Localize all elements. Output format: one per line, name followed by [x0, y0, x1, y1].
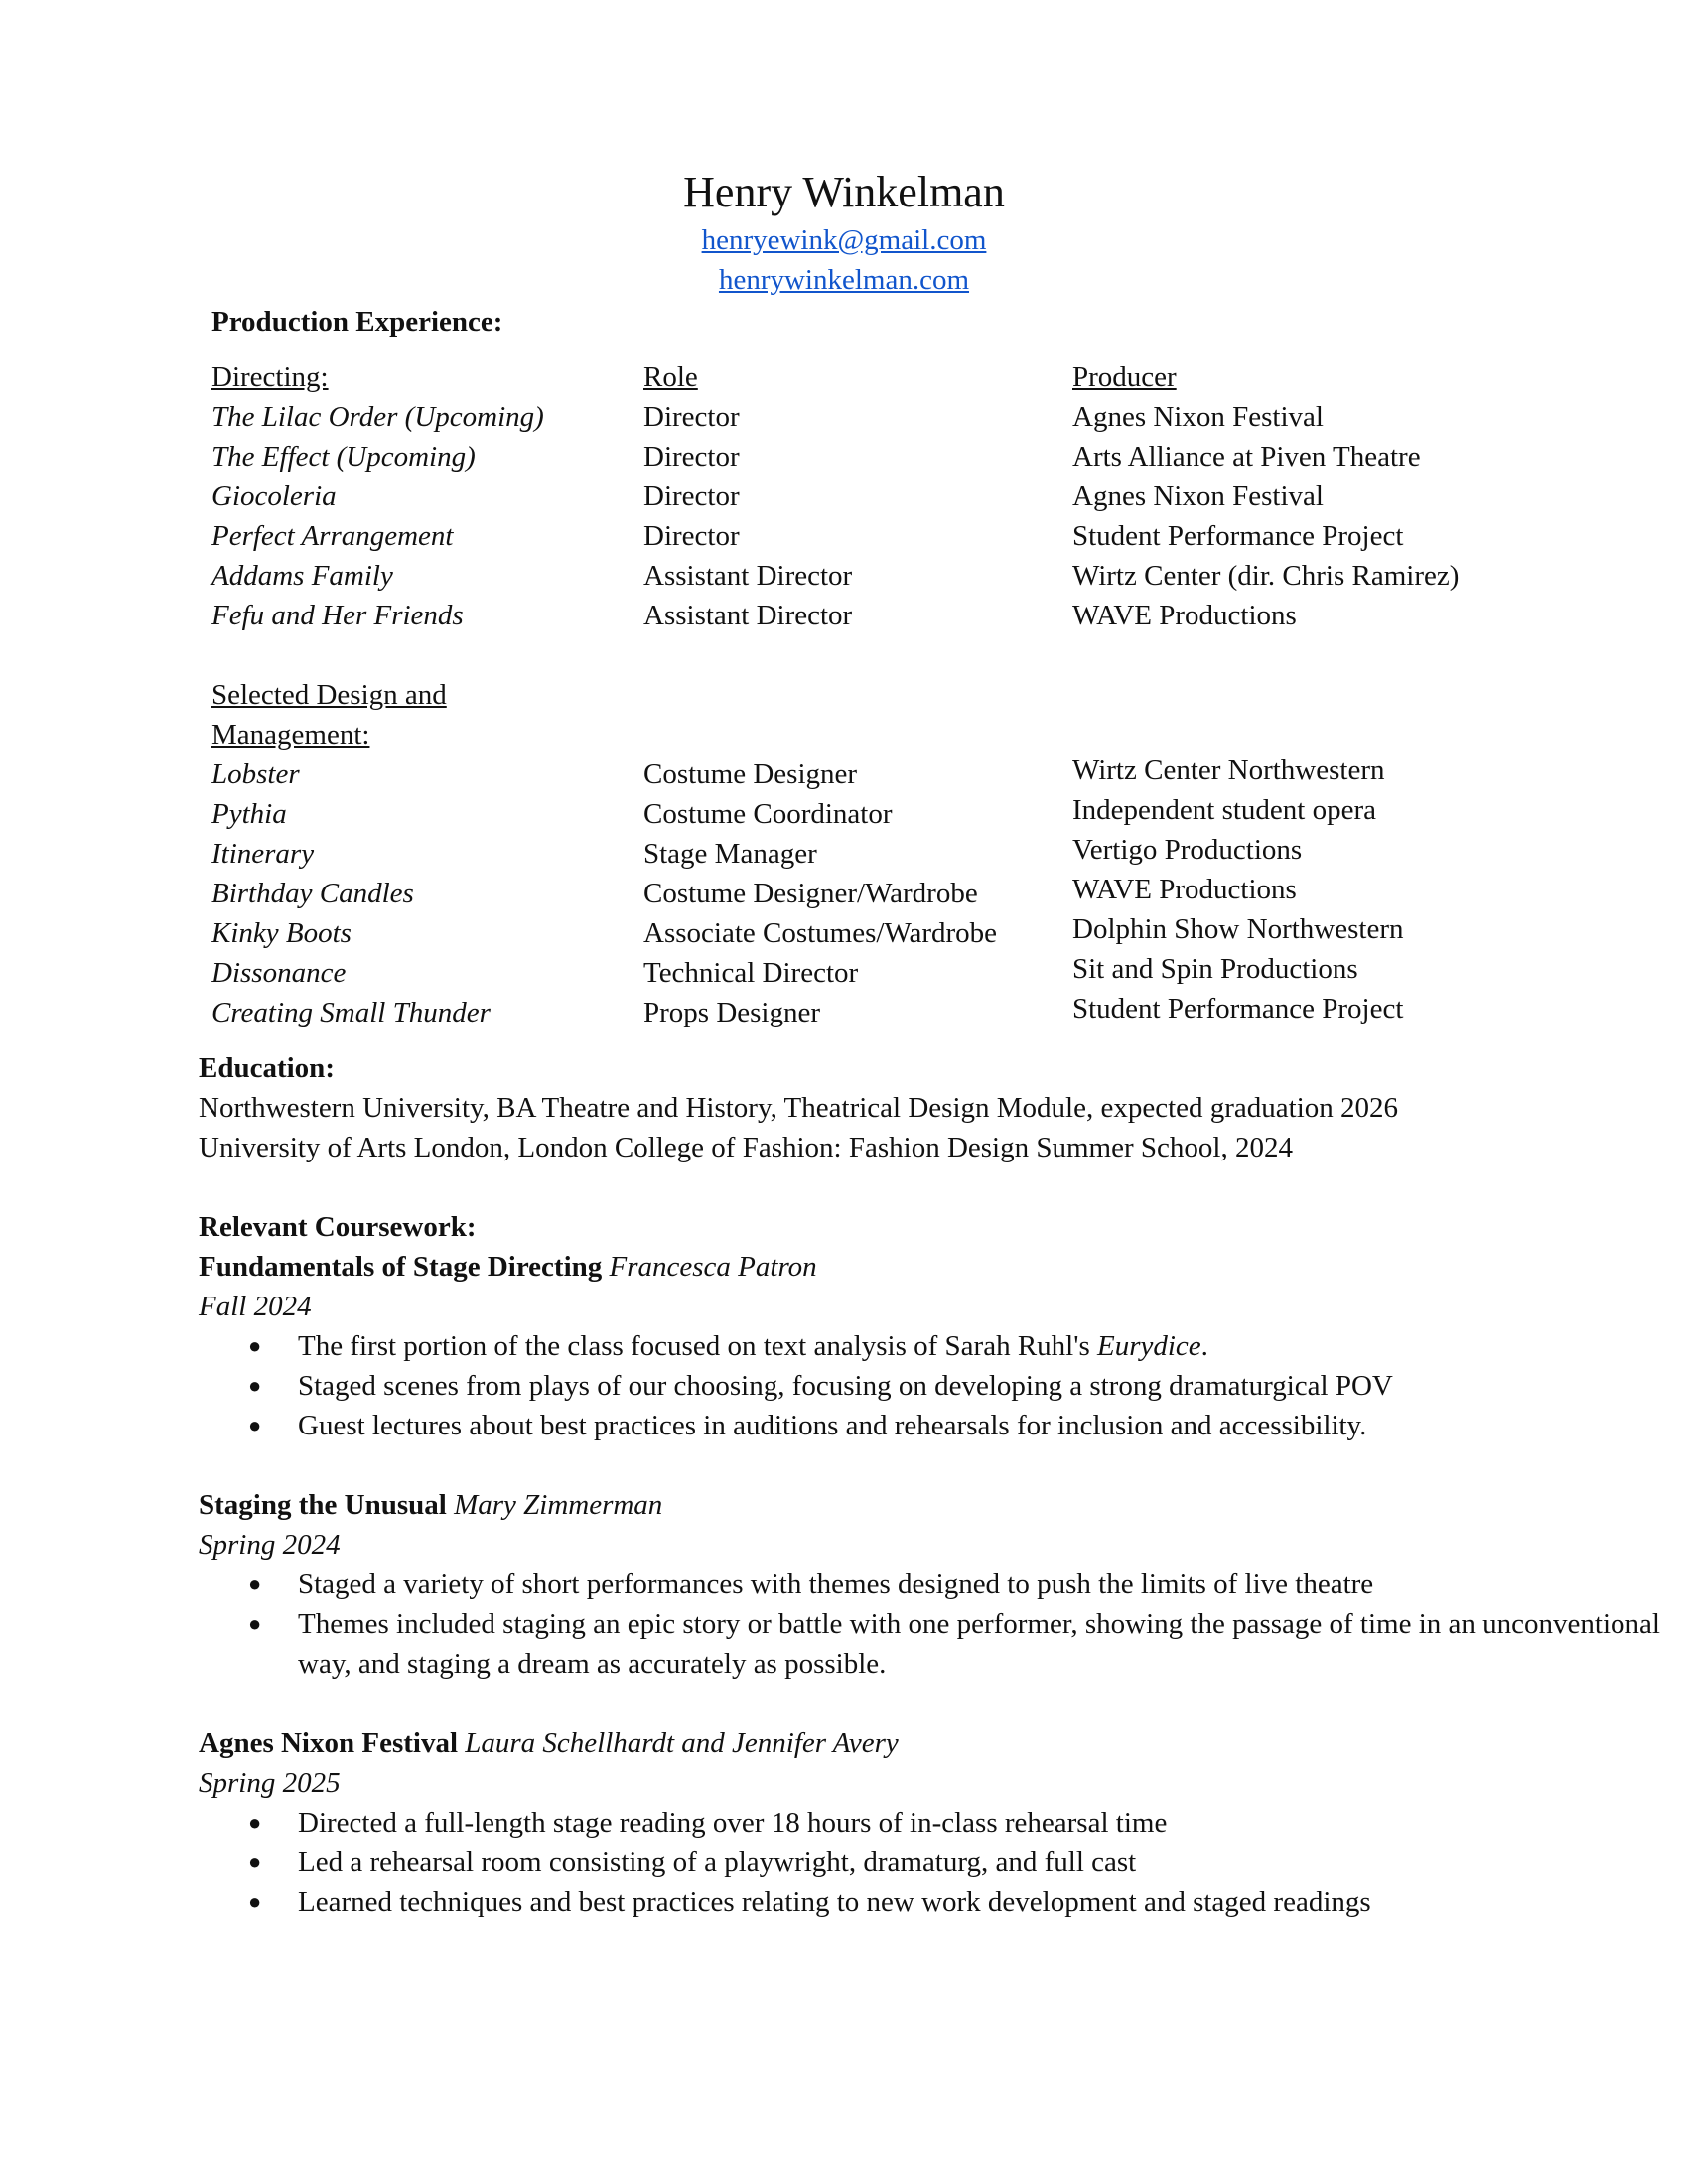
- education-heading: Education:: [199, 1052, 335, 1084]
- design-role: Props Designer: [643, 997, 821, 1028]
- directing-title: Addams Family: [211, 560, 393, 592]
- directing-role: Director: [643, 520, 740, 552]
- directing-title: Giocoleria: [211, 480, 337, 512]
- directing-role: Director: [643, 480, 740, 512]
- education-line: University of Arts London, London College of Fashion: Fashion Design Summer School, 2024: [199, 1132, 1293, 1163]
- design-producer: Sit and Spin Productions: [1072, 953, 1358, 985]
- design-heading: Selected Design and: [211, 679, 447, 711]
- directing-title: Perfect Arrangement: [211, 520, 454, 552]
- coursework-heading: Relevant Coursework:: [199, 1211, 477, 1243]
- bullet-item: ● The first portion of the class focused on text analysis of Sarah Ruhl's Eurydice.: [199, 1326, 1688, 1366]
- course-title-line: [199, 1247, 817, 1287]
- directing-role: Director: [643, 441, 740, 473]
- directing-role: Assistant Director: [643, 600, 853, 631]
- bullet-item: ● Guest lectures about best practices in auditions and rehearsals for inclusion and accessibility.: [199, 1406, 1688, 1445]
- design-producer: Wirtz Center Northwestern: [1072, 754, 1385, 786]
- design-role: Costume Designer/Wardrobe: [643, 878, 978, 909]
- website-line: [0, 262, 1688, 298]
- course-bullets: [199, 1803, 1688, 1922]
- course-instructor: Francesca Patron: [609, 1251, 817, 1283]
- directing-role: Director: [643, 401, 740, 433]
- person-name: Henry Winkelman: [683, 168, 1005, 216]
- design-title: Dissonance: [211, 957, 347, 989]
- play-title: Eurydice: [1096, 1330, 1201, 1362]
- directing-heading: Directing:: [211, 361, 329, 393]
- design-producer: Dolphin Show Northwestern: [1072, 913, 1404, 945]
- course-title-line: [199, 1723, 899, 1763]
- design-role: Associate Costumes/Wardrobe: [643, 917, 998, 949]
- email-line: [0, 222, 1688, 258]
- design-title: Birthday Candles: [211, 878, 414, 909]
- directing-role: Assistant Director: [643, 560, 853, 592]
- course-name: Staging the Unusual: [199, 1489, 447, 1521]
- directing-producer: Agnes Nixon Festival: [1072, 401, 1324, 433]
- design-producer: Vertigo Productions: [1072, 834, 1303, 866]
- design-title: Pythia: [211, 798, 287, 830]
- directing-producer: Agnes Nixon Festival: [1072, 480, 1324, 512]
- website-link[interactable]: henrywinkelman.com: [718, 264, 970, 296]
- design-role: Technical Director: [643, 957, 859, 989]
- directing-producer: Wirtz Center (dir. Chris Ramirez): [1072, 560, 1460, 592]
- directing-title: Fefu and Her Friends: [211, 600, 464, 631]
- role-heading: Role: [643, 361, 698, 393]
- course-bullets: [199, 1326, 1688, 1445]
- course-term: Spring 2025: [199, 1767, 341, 1799]
- design-producer: Independent student opera: [1072, 794, 1377, 826]
- design-title: Itinerary: [211, 838, 315, 870]
- course-name: Agnes Nixon Festival: [199, 1727, 458, 1759]
- bullet-item: ● Staged scenes from plays of our choosing, focusing on developing a strong dramaturgical POV: [199, 1366, 1688, 1406]
- producer-heading: Producer: [1072, 361, 1177, 393]
- bullet-item: ● Staged a variety of short performances with themes designed to push the limits of live theatre: [199, 1565, 1688, 1604]
- design-heading-cont: Management:: [211, 719, 370, 751]
- education-line: Northwestern University, BA Theatre and History, Theatrical Design Module, expected graduation 2026: [199, 1092, 1399, 1124]
- production-heading: Production Experience:: [211, 306, 503, 338]
- directing-producer: Arts Alliance at Piven Theatre: [1072, 441, 1421, 473]
- design-producer: Student Performance Project: [1072, 993, 1404, 1024]
- email-link[interactable]: henryewink@gmail.com: [701, 224, 987, 256]
- bullet-item: ● Learned techniques and best practices relating to new work development and staged readings: [199, 1882, 1688, 1922]
- bullet-item: ● Themes included staging an epic story or battle with one performer, showing the passage of time in an unconventional way, and staging a dream as accurately as possible.: [199, 1604, 1688, 1684]
- course-instructor: Mary Zimmerman: [454, 1489, 663, 1521]
- directing-title: The Effect (Upcoming): [211, 441, 476, 473]
- course-bullets: [199, 1565, 1688, 1684]
- bullet-item: ● Directed a full-length stage reading over 18 hours of in-class rehearsal time: [199, 1803, 1688, 1843]
- design-role: Stage Manager: [643, 838, 817, 870]
- design-title: Lobster: [211, 758, 300, 790]
- design-role: Costume Designer: [643, 758, 858, 790]
- course-term: Fall 2024: [199, 1291, 312, 1322]
- directing-producer: Student Performance Project: [1072, 520, 1404, 552]
- design-title: Creating Small Thunder: [211, 997, 491, 1028]
- course-instructor: Laura Schellhardt and Jennifer Avery: [465, 1727, 899, 1759]
- directing-title: The Lilac Order (Upcoming): [211, 401, 544, 433]
- design-producer: WAVE Productions: [1072, 874, 1297, 905]
- design-title: Kinky Boots: [211, 917, 352, 949]
- course-title-line: [199, 1485, 662, 1525]
- bullet-item: ● Led a rehearsal room consisting of a playwright, dramaturg, and full cast: [199, 1843, 1688, 1882]
- course-name: Fundamentals of Stage Directing: [199, 1251, 603, 1283]
- directing-producer: WAVE Productions: [1072, 600, 1297, 631]
- course-term: Spring 2024: [199, 1529, 341, 1561]
- design-role: Costume Coordinator: [643, 798, 893, 830]
